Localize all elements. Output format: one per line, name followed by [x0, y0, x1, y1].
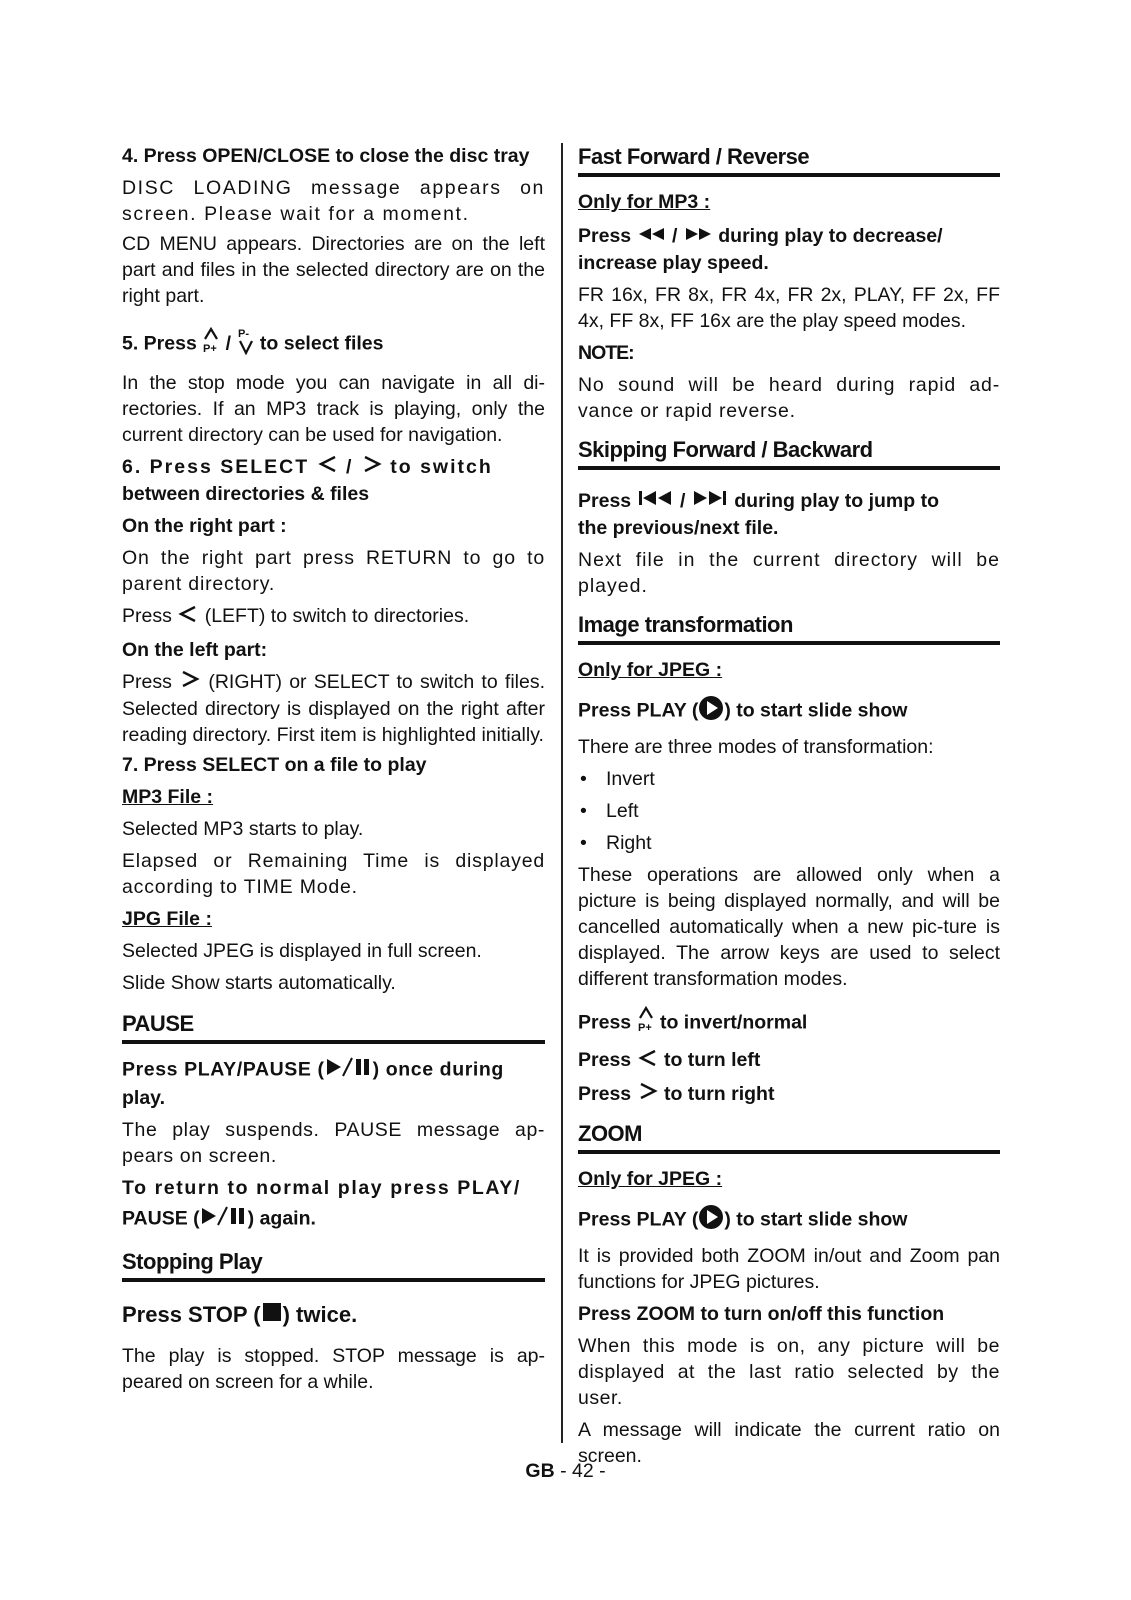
zoom-text-1: It is provided both ZOOM in/out and Zoom pan functions for JPEG pictures. — [578, 1244, 1000, 1293]
page-footer — [0, 1460, 1131, 1483]
play-circle-icon — [698, 1204, 724, 1237]
svg-text:P+: P+ — [637, 1022, 652, 1035]
only-for-jpeg: Only for JPEG : — [578, 659, 723, 682]
step-4-title: 4. Press OPEN/CLOSE to close the disc tray — [122, 145, 530, 167]
svg-text:P-: P- — [237, 328, 249, 340]
right-arrow-icon — [361, 454, 383, 481]
step-6-title-cont: between directories & files — [122, 483, 370, 506]
right-column — [578, 143, 1000, 1469]
skip-instruction-cont: the previous/next file. — [578, 517, 779, 540]
pause-instruction-1: Press PLAY/PAUSE ( ) once during — [122, 1056, 545, 1085]
step-5-text: In the stop mode you can navigate in all di-rectories. If an MP3 track is playing, only the current directory can be used for navigation. — [122, 372, 545, 446]
mp3-text-2: Elapsed or Remaining Time is displayed according to TIME Mode. — [122, 850, 545, 899]
footer-lang: GB — [525, 1460, 555, 1482]
p-plus-up-icon — [637, 1006, 655, 1041]
ff-text: FR 16x, FR 8x, FR 4x, FR 2x, PLAY, FF 2x, FF 4x, FF 8x, FF 16x are the play speed modes. — [578, 283, 1000, 332]
play-pause-icon — [200, 1205, 248, 1234]
zoom-only-for-jpeg: Only for JPEG : — [578, 1167, 723, 1190]
step-5-title: 5. Press P+ / P- to select files — [122, 327, 545, 362]
note-label: NOTE: — [578, 341, 634, 364]
right-arrow-icon — [637, 1081, 659, 1108]
stop-text: The play is stopped. STOP message is ap-peared on screen for a while. — [122, 1345, 545, 1394]
p-plus-up-icon — [202, 327, 220, 362]
mp3-text-1: Selected MP3 starts to play. — [122, 818, 364, 841]
jpg-file-heading: JPG File : — [122, 908, 212, 931]
stopping-play-heading: Stopping Play — [122, 1248, 545, 1282]
skipping-heading: Skipping Forward / Backward — [578, 436, 1000, 470]
svg-text:P+: P+ — [203, 343, 217, 355]
pause-instruction-3: PAUSE ( ) again. — [122, 1205, 545, 1234]
p-minus-down-icon — [237, 327, 255, 362]
right-part-heading: On the right part : — [122, 515, 287, 538]
right-part-text-2: Press (LEFT) to switch to directories. — [122, 603, 545, 630]
left-part-heading: On the left part: — [122, 638, 268, 661]
left-arrow-icon — [177, 604, 199, 631]
turn-right-instruction: Press to turn right — [578, 1081, 1000, 1108]
rewind-icon — [637, 224, 667, 250]
left-arrow-icon — [637, 1048, 659, 1075]
column-divider — [561, 143, 563, 1443]
mode-right: • Right — [578, 830, 1000, 856]
ff-instruction-cont: increase play speed. — [578, 251, 769, 274]
fast-forward-icon — [683, 224, 713, 250]
play-pause-icon — [325, 1056, 373, 1085]
zoom-play-instruction: Press PLAY ( ) to start slide show — [578, 1204, 1000, 1237]
mp3-file-heading: MP3 File : — [122, 786, 214, 809]
image-transformation-heading: Image transformation — [578, 611, 1000, 645]
mode-left: • Left — [578, 798, 1000, 824]
note-text: No sound will be heard during rapid ad-vance or rapid reverse. — [578, 373, 1000, 422]
right-part-text-1: On the right part press RETURN to go to parent directory. — [122, 547, 545, 596]
zoom-instruction-2: Press ZOOM to turn on/off this function — [578, 1302, 945, 1325]
left-part-text: Press (RIGHT) or SELECT to switch to files. Selected directory is displayed on the right after reading directory. First item is highlighted initially. — [122, 670, 545, 747]
zoom-text-2: When this mode is on, any picture will be displayed at the last ratio selected by the user. — [578, 1334, 1000, 1409]
stop-icon — [261, 1301, 283, 1331]
step-7-title: 7. Press SELECT on a file to play — [122, 754, 427, 777]
invert-instruction: Press P+ to invert/normal — [578, 1006, 1000, 1041]
pause-text: The play suspends. PAUSE message ap-pears on screen. — [122, 1119, 545, 1168]
image-modes-intro: There are three modes of transformation: — [578, 736, 934, 759]
stop-instruction: Press STOP ( ) twice. — [122, 1300, 545, 1331]
play-circle-icon — [698, 695, 724, 728]
turn-left-instruction: Press to turn left — [578, 1047, 1000, 1074]
skip-next-icon — [691, 488, 729, 515]
skip-previous-icon — [637, 488, 675, 515]
step-6-title: 6. Press SELECT / to switch — [122, 454, 545, 481]
pause-heading: PAUSE — [122, 1010, 545, 1044]
jpg-text-1: Selected JPEG is displayed in full screen. — [122, 940, 482, 963]
jpg-text-2: Slide Show starts automatically. — [122, 972, 396, 995]
mode-invert: • Invert — [578, 766, 1000, 792]
zoom-heading: ZOOM — [578, 1120, 1000, 1154]
image-play-instruction: Press PLAY ( ) to start slide show — [578, 695, 1000, 728]
ff-instruction: Press / during play to decrease/ — [578, 223, 1000, 250]
right-arrow-icon — [179, 669, 201, 696]
page-number: - 42 - — [560, 1460, 606, 1482]
pause-instruction-2: To return to normal play press PLAY/ — [122, 1177, 521, 1200]
left-arrow-icon — [317, 454, 339, 481]
step-4-text-1: DISC LOADING message appears on screen. Please wait for a moment. — [122, 177, 545, 225]
step-4-text-2: CD MENU appears. Directories are on the left part and files in the selected directory are on the right part. — [122, 233, 545, 307]
fast-forward-heading: Fast Forward / Reverse — [578, 143, 1000, 177]
skip-text: Next file in the current directory will be played. — [578, 549, 1000, 598]
left-column — [122, 143, 545, 1395]
skip-instruction: Press / during play to jump to — [578, 488, 1000, 515]
image-operations-text: These operations are allowed only when a picture is being displayed normally, and will be cancelled automatically when a new pic-ture is displayed. The arrow keys are used to select different transformation modes. — [578, 864, 1000, 991]
zoom-text-3: A message will indicate the current ratio on screen. — [578, 1418, 1000, 1467]
pause-instruction-1-cont: play. — [122, 1087, 165, 1110]
only-for-mp3: Only for MP3 : — [578, 191, 711, 213]
